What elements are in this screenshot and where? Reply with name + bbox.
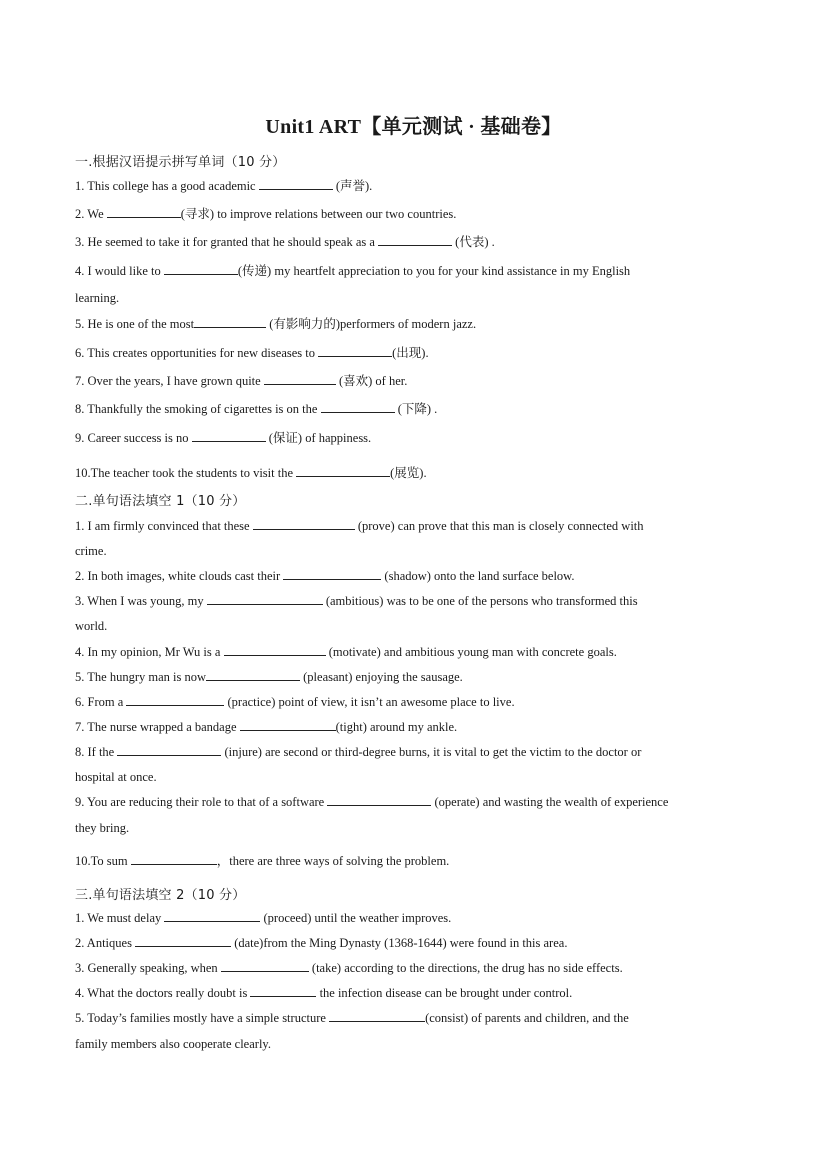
question-2-8: 8. If the (injure) are second or third-degree burns, it is vital to get the victim to the doctor or bbox=[75, 745, 642, 759]
question-2-9-cont: they bring. bbox=[75, 821, 130, 835]
question-2-1-cont: crime. bbox=[75, 544, 107, 558]
answer-blank[interactable] bbox=[221, 960, 309, 972]
question-1-2: 2. We (寻求) to improve relations between our two countries. bbox=[75, 207, 457, 221]
answer-blank[interactable] bbox=[192, 430, 266, 442]
answer-blank[interactable] bbox=[164, 263, 238, 275]
question-1-7: 7. Over the years, I have grown quite (喜欢) of her. bbox=[75, 374, 408, 388]
answer-blank[interactable] bbox=[327, 794, 431, 806]
answer-blank[interactable] bbox=[296, 465, 390, 477]
answer-blank[interactable] bbox=[135, 935, 231, 947]
answer-blank[interactable] bbox=[253, 518, 355, 530]
question-2-3: 3. When I was young, my (ambitious) was to be one of the persons who transformed this bbox=[75, 594, 638, 608]
question-2-6: 6. From a (practice) point of view, it isn’t an awesome place to live. bbox=[75, 695, 515, 709]
question-3-5: 5. Today’s families mostly have a simple structure (consist) of parents and children, and the bbox=[75, 1011, 629, 1025]
question-1-8: 8. Thankfully the smoking of cigarettes is on the (下降) . bbox=[75, 402, 438, 416]
question-3-4: 4. What the doctors really doubt is the infection disease can be brought under control. bbox=[75, 986, 573, 1000]
question-2-9: 9. You are reducing their role to that of a software (operate) and wasting the wealth of experience bbox=[75, 795, 669, 809]
question-1-1: 1. This college has a good academic (声誉). bbox=[75, 179, 373, 193]
question-1-5: 5. He is one of the most (有影响力的)performers of modern jazz. bbox=[75, 317, 477, 331]
answer-blank[interactable] bbox=[107, 206, 181, 218]
answer-blank[interactable] bbox=[131, 853, 217, 865]
question-1-4: 4. I would like to (传递) my heartfelt appreciation to you for your kind assistance in my English bbox=[75, 264, 631, 278]
question-2-5: 5. The hungry man is now (pleasant) enjoying the sausage. bbox=[75, 670, 463, 684]
answer-blank[interactable] bbox=[207, 593, 323, 605]
question-1-3: 3. He seemed to take it for granted that he should speak as a (代表) . bbox=[75, 235, 495, 249]
answer-blank[interactable] bbox=[224, 644, 326, 656]
answer-blank[interactable] bbox=[194, 316, 266, 328]
question-1-6: 6. This creates opportunities for new diseases to (出现). bbox=[75, 346, 429, 360]
section-heading-3: 三.单句语法填空 2（10 分） bbox=[75, 888, 246, 903]
answer-blank[interactable] bbox=[264, 373, 336, 385]
answer-blank[interactable] bbox=[240, 719, 336, 731]
answer-blank[interactable] bbox=[250, 985, 316, 997]
section-heading-2: 二.单句语法填空 1（10 分） bbox=[75, 494, 246, 509]
answer-blank[interactable] bbox=[378, 234, 452, 246]
question-1-10: 10.The teacher took the students to visit the (展览). bbox=[75, 466, 427, 480]
question-2-1: 1. I am firmly convinced that these (prove) can prove that this man is closely connected with bbox=[75, 519, 644, 533]
question-3-3: 3. Generally speaking, when (take) according to the directions, the drug has no side effects. bbox=[75, 961, 623, 975]
answer-blank[interactable] bbox=[329, 1010, 425, 1022]
answer-blank[interactable] bbox=[283, 568, 381, 580]
answer-blank[interactable] bbox=[164, 910, 260, 922]
question-3-1: 1. We must delay (proceed) until the weather improves. bbox=[75, 911, 452, 925]
answer-blank[interactable] bbox=[321, 401, 395, 413]
answer-blank[interactable] bbox=[318, 345, 392, 357]
page-title: Unit1 ART【单元测试 · 基础卷】 bbox=[265, 116, 562, 138]
answer-blank[interactable] bbox=[117, 744, 221, 756]
question-2-2: 2. In both images, white clouds cast their (shadow) onto the land surface below. bbox=[75, 569, 575, 583]
answer-blank[interactable] bbox=[206, 669, 300, 681]
question-2-4: 4. In my opinion, Mr Wu is a (motivate) and ambitious young man with concrete goals. bbox=[75, 645, 617, 659]
question-2-7: 7. The nurse wrapped a bandage (tight) around my ankle. bbox=[75, 720, 458, 734]
answer-blank[interactable] bbox=[126, 694, 224, 706]
question-2-10: 10.To sum ，there are three ways of solving the problem. bbox=[75, 854, 450, 868]
section-heading-1: 一.根据汉语提示拼写单词（10 分） bbox=[75, 155, 286, 170]
question-3-2: 2. Antiques (date)from the Ming Dynasty (1368-1644) were found in this area. bbox=[75, 936, 568, 950]
answer-blank[interactable] bbox=[259, 178, 333, 190]
question-2-8-cont: hospital at once. bbox=[75, 770, 157, 784]
question-2-3-cont: world. bbox=[75, 619, 108, 633]
question-3-5-cont: family members also cooperate clearly. bbox=[75, 1037, 271, 1051]
question-1-4-cont: learning. bbox=[75, 291, 120, 305]
question-1-9: 9. Career success is no (保证) of happiness. bbox=[75, 431, 372, 445]
